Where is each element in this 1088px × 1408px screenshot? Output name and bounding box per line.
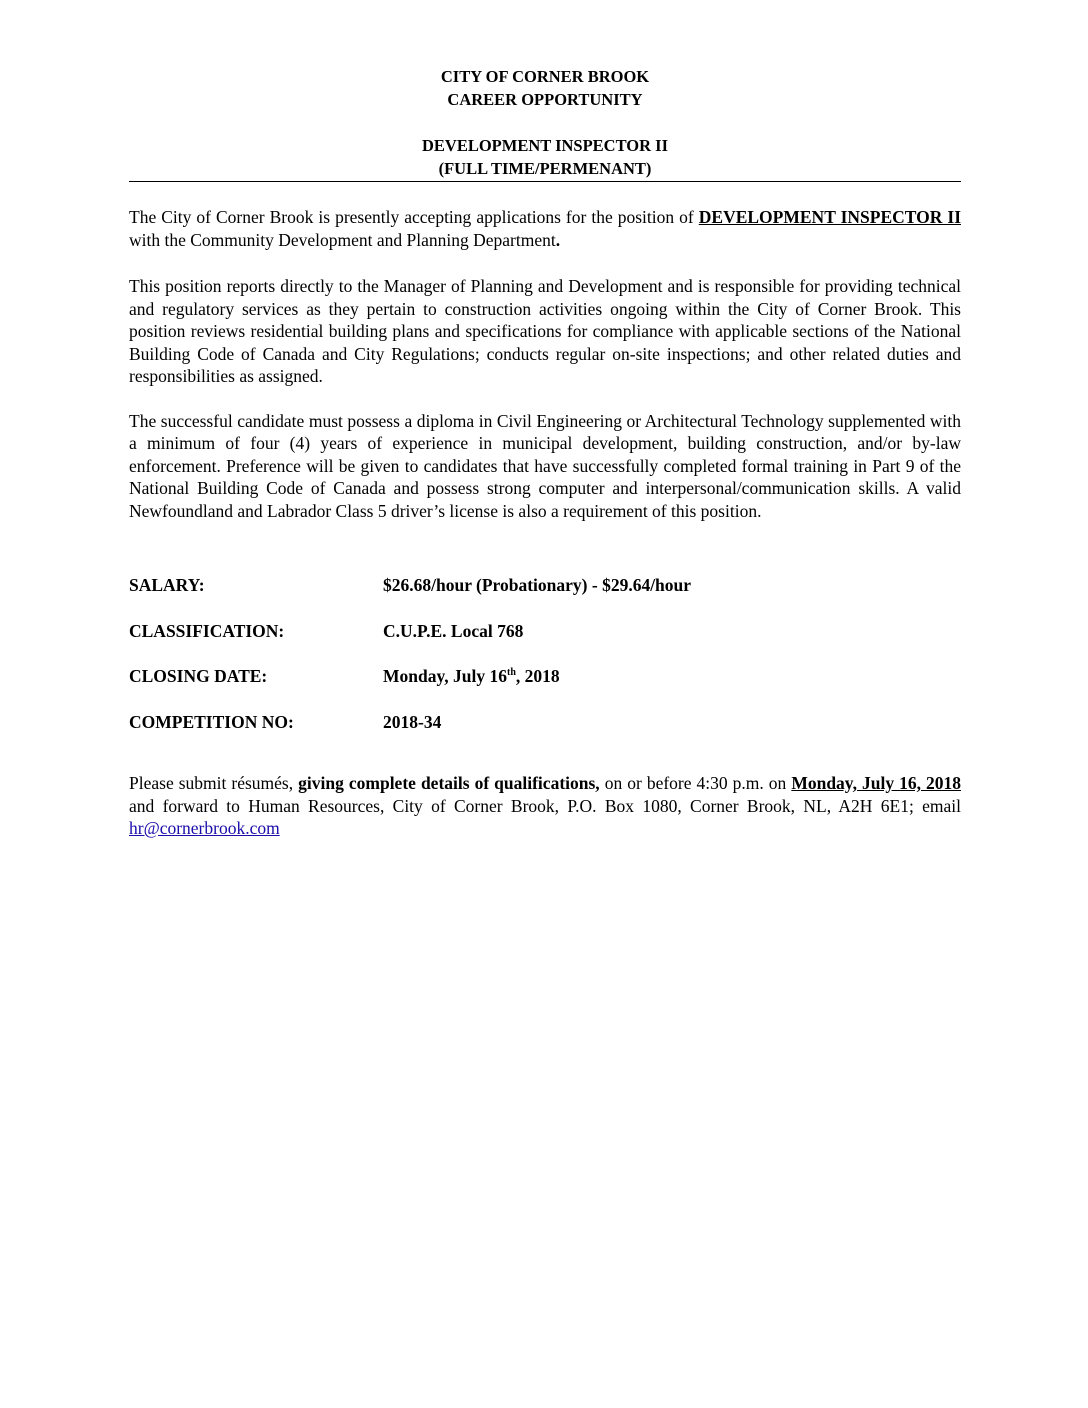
- competition-value: 2018-34: [383, 711, 442, 732]
- posting-details: [129, 574, 961, 733]
- job-posting-page: [129, 66, 961, 840]
- header-divider: [129, 181, 961, 182]
- intro-paragraph: The City of Corner Brook is presently accepting applications for the position of DEVELOPMENT INSPECTOR II with the Community Development and Planning Department.: [129, 207, 961, 250]
- salary-value: $26.68/hour (Probationary) - $29.64/hour: [383, 575, 692, 595]
- competition-row: [129, 711, 961, 734]
- closing-date-value: Monday, July 16th, 2018: [383, 666, 560, 686]
- duties-paragraph: This position reports directly to the Manager of Planning and Development and is responsible for providing technical and regulatory services as they pertain to construction activities ongoing within the City of Corner Brook. This position reviews residential building plans and specifications for compliance with applicable sections of the National Building Code of Canada and City Regulations; conducts regular on-site inspections; and other related duties and responsibilities as assigned.: [129, 276, 961, 386]
- employment-status: (FULL TIME/PERMENANT): [438, 158, 652, 178]
- classification-row: [129, 620, 961, 643]
- competition-label: COMPETITION NO:: [129, 711, 294, 732]
- salary-row: [129, 574, 961, 597]
- closing-date-label: CLOSING DATE:: [129, 666, 268, 686]
- deadline-date: Monday, July 16, 2018: [791, 773, 962, 793]
- classification-value: C.U.P.E. Local 768: [383, 620, 524, 641]
- submission-paragraph: Please submit résumés, giving complete details of qualifications, on or before 4:30 p.m. on Monday, July 16, 2018 and forward to Human Resources, City of Corner Brook, P.O. Box 1080, Corner Brook, NL, A2H 6E1; email hr@cornerbrook.com: [129, 773, 962, 838]
- closing-date-row: [129, 665, 961, 688]
- salary-label: SALARY:: [129, 575, 205, 595]
- intro-position: DEVELOPMENT INSPECTOR II: [698, 207, 961, 227]
- email-link[interactable]: hr@cornerbrook.com: [129, 818, 280, 838]
- position-title: DEVELOPMENT INSPECTOR II: [421, 136, 669, 155]
- classification-label: CLASSIFICATION:: [129, 620, 285, 641]
- organization-title: CITY OF CORNER BROOK: [440, 67, 650, 86]
- qualifications-paragraph: The successful candidate must possess a diploma in Civil Engineering or Architectural Technology supplemented with a minimum of four (4) years of experience in municipal development, building construction, and/or by-law enforcement. Preference will be given to candidates that have successfully completed formal training in Part 9 of the National Building Code of Canada and possess strong computer and interpersonal/communication skills. A valid Newfoundland and Labrador Class 5 driver’s license is also a requirement of this position.: [129, 410, 961, 521]
- posting-type: CAREER OPPORTUNITY: [447, 89, 643, 109]
